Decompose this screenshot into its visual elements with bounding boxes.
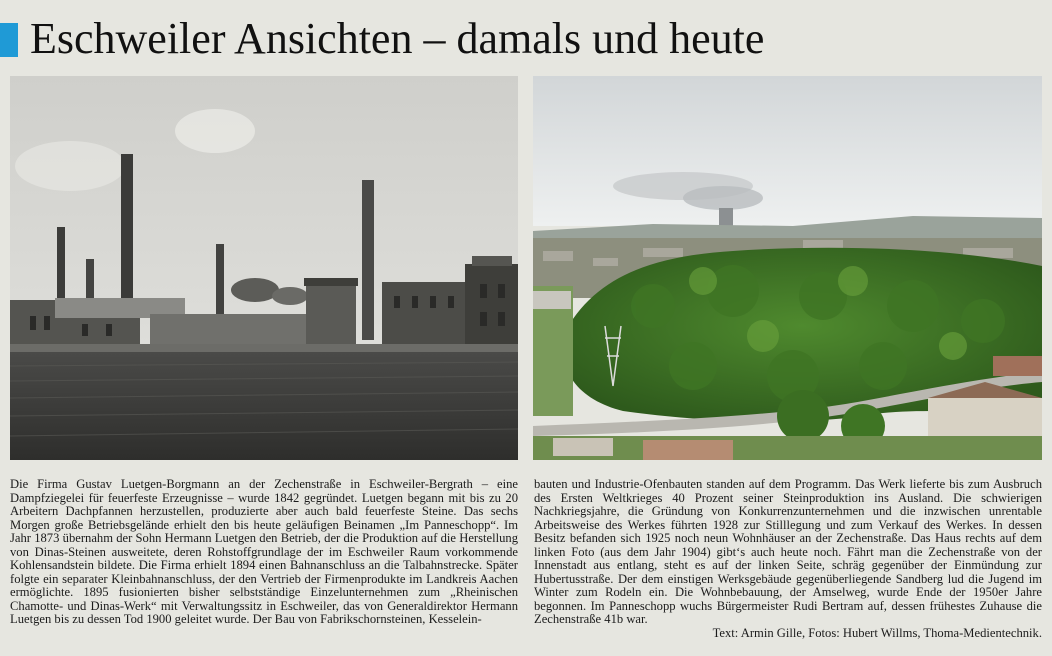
historic-photo (10, 76, 518, 460)
header (0, 16, 1052, 66)
photo-credit: Text: Armin Gille, Fotos: Hubert Willms, Thoma-Medientechnik. (712, 625, 1042, 640)
article-column-2 (534, 478, 1042, 650)
aerial-photo (533, 76, 1042, 460)
article-text-2: bauten und Industrie-Ofenbauten standen auf dem Programm. Das Werk lieferte bis zum Ausbruch des Ersten Weltkrieges 40 Prozent seiner Steinproduktion ins Ausland. Die schwierigen Nachkriegsjahre, die Gründung von Konkurrenzunternehmen und die inzwischen unrentable Arbeitsweise des Werkes führten 1928 zur Stilllegung und zum Verkauf des Werkes. In dessen Besitz befanden sich 1925 noch neun Wohnhäuser an der Zechenstraße. Das Haus rechts auf dem linken Foto (aus dem Jahr 1904) gibt‘s auch heute noch. Fährt man die Zechenstraße von der Innenstadt aus entlang, steht es auf der linken Seite, schräg gegenüber der Einmündung zur Hubertusstraße. Der dem einstigen Werksgebäude gegenüberliegende Sandberg lud die Jugend im Winter zum Rodeln ein. Die Wohnbebauung, der Amselweg, wurde Ende der 1950er Jahre begonnen. Im Panneschopp wuchs Bürgermeister Rudi Bertram auf, dessen frühestes Zuhause die Zechenstraße 41b war. (534, 477, 1042, 626)
article-column-1 (10, 478, 518, 650)
article (10, 478, 1042, 650)
page-title: Eschweiler Ansichten – damals und heute (30, 14, 765, 63)
article-text-1: Die Firma Gustav Luetgen-Borgmann an der Zechenstraße in Eschweiler-Bergrath – eine Dampfziegelei für feuerfeste Erzeugnisse – wurde 1842 gegründet. Luetgen begann mit bis zu 20 Arbeitern Dachpfannen herzustellen, produzierte aber auch bald feuerfeste Steine. Das sechs Morgen große Betriebsgelände erhielt den bis heute geläufigen Beinamen „Im Panneschopp“. Im Jahr 1873 übernahm der Sohn Hermann Luetgen den Betrieb, der die Produktion auf die Herstellung von Dinas-Steinen ausweitete, deren Rohstoffgrundlage der im Eschweiler Raum vorkommende Kohlensandstein bildete. Die Firma erhielt 1894 einen Bahnanschluss an die Talbahnstrecke. Später folgte ein separater Kleinbahnanschluss, der den Vertrieb der Firmenprodukte im Landkreis Aachen ermöglichte. 1895 fusionierten bisher selbstständige Einzelunternehmen zum „Rheinischen Chamotte- und Dinas-Werk“ mit Verwaltungssitz in Eschweiler, das von Generaldirektor Hermann Luetgen bis zu dessen Tod 1900 geleitet wurde. Der Bau von Fabrikschornsteinen, Kesselein- (10, 477, 518, 626)
accent-bar (0, 23, 18, 57)
